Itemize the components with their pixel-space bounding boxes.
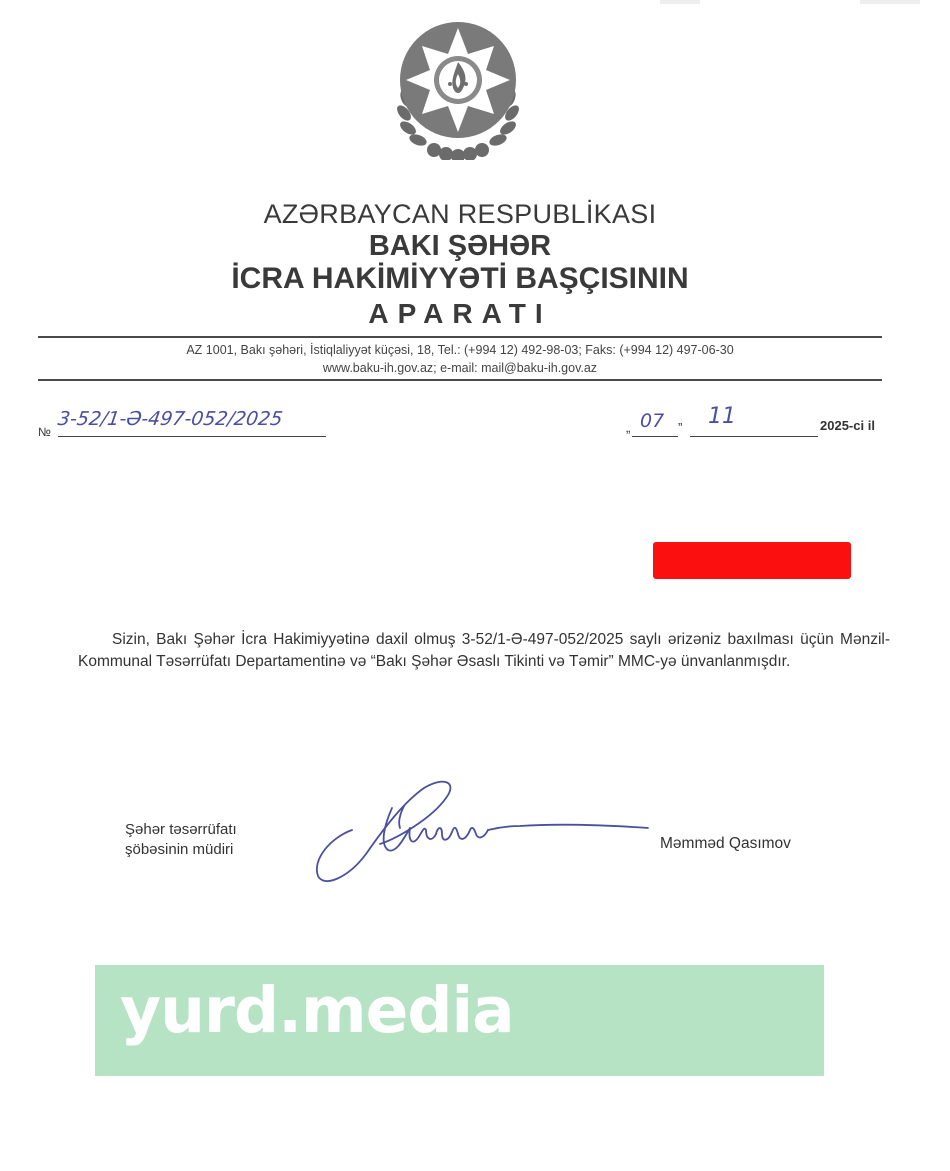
- date-open-quote: „: [626, 420, 631, 435]
- date-month-line: [690, 436, 818, 437]
- redacted-recipient: [653, 542, 851, 579]
- date-day: 07: [640, 410, 665, 432]
- contact-address: AZ 1001, Bakı şəhəri, İstiqlaliyyət küçəsi, 18, Tel.: (+994 12) 492-98-03; Faks: (+994 12) 497-06-30: [186, 343, 734, 357]
- republic-name: AZƏRBAYCAN RESPUBLİKASI: [263, 199, 657, 229]
- state-emblem-icon: [394, 18, 522, 160]
- signer-position-line2: şöbəsinin müdiri: [125, 841, 234, 858]
- date-year: 2025-ci il: [820, 418, 875, 433]
- header-rule-bottom: [38, 379, 882, 381]
- reference-number: 3-52/1-Ə-497-052/2025: [56, 408, 284, 430]
- date-close-quote: ”: [678, 420, 683, 435]
- scan-speck: [860, 0, 920, 4]
- signer-position-line1: Şəhər təsərrüfatı: [125, 821, 237, 838]
- authority-name: İCRA HAKİMİYYƏTİ BAŞÇISININ: [231, 262, 689, 295]
- contact-web: www.baku-ih.gov.az; e-mail: mail@baku-ih.gov.az: [322, 361, 598, 375]
- reference-number-line: [58, 436, 326, 437]
- handwritten-signature: [300, 768, 660, 888]
- city-name: BAKI ŞƏHƏR: [368, 230, 552, 262]
- letter-body-text: Sizin, Bakı Şəhər İcra Hakimiyyətinə daxil olmuş 3-52/1-Ə-497-052/2025 saylı ərizəniz baxılması üçün Mənzil-Kommunal Təsərrüfatı Departamentinə və “Bakı Şəhər Əsaslı Tikinti və Təmir” MMC-yə ünvanlanmışdır.: [78, 631, 890, 670]
- date-day-line: [632, 436, 678, 437]
- signer-position: [125, 820, 237, 860]
- header-rule-top: [38, 336, 882, 338]
- letter-body: [78, 629, 890, 673]
- date-month: 11: [708, 404, 736, 429]
- watermark-logo-text: yurd.media: [120, 974, 514, 1047]
- reference-number-label: №: [38, 425, 51, 439]
- office-name: APARATI: [368, 298, 552, 329]
- scan-speck: [660, 0, 700, 4]
- signer-name: Məmməd Qasımov: [660, 835, 791, 852]
